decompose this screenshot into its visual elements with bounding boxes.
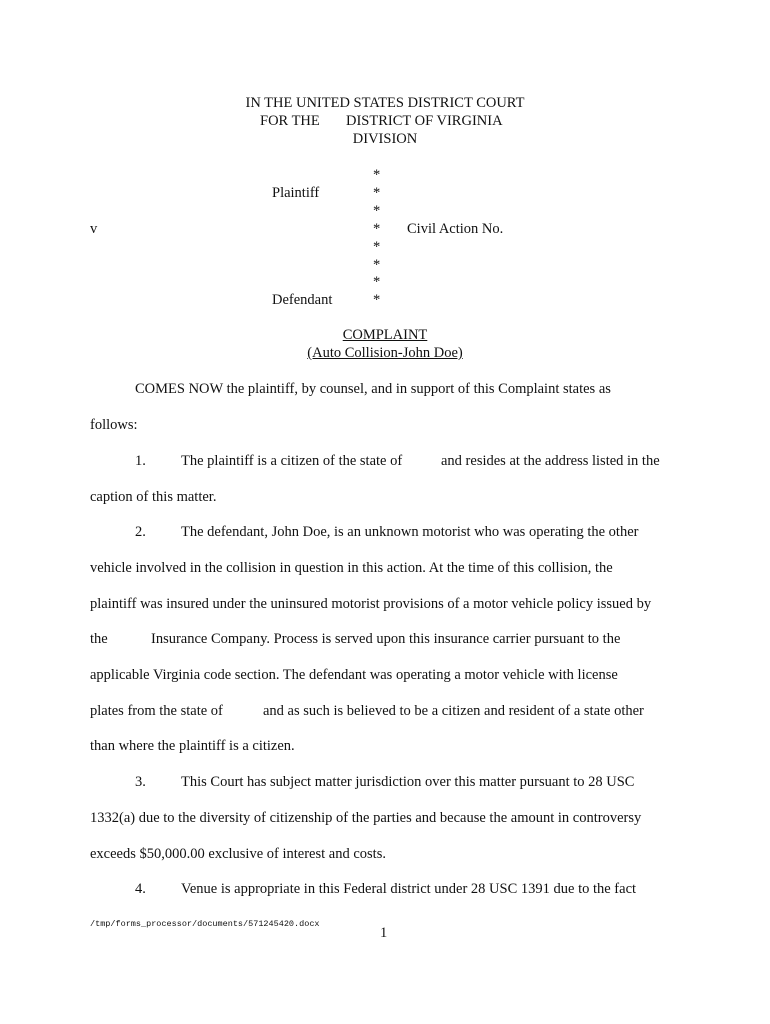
paragraph-text: This Court has subject matter jurisdiction over this matter pursuant to 28 USC xyxy=(181,774,635,790)
defendant-label: Defendant xyxy=(272,292,333,308)
caption-asterisk: * xyxy=(373,221,381,237)
document-title: COMPLAINT xyxy=(342,327,428,343)
paragraph-text: Venue is appropriate in this Federal district under 28 USC 1391 due to the fact xyxy=(181,881,637,897)
caption-asterisk: * xyxy=(373,292,381,308)
civil-action-label: Civil Action No. xyxy=(407,221,504,237)
paragraph-text: vehicle involved in the collision in question in this action. At the time of this collision, the xyxy=(90,560,613,576)
paragraph-text: than where the plaintiff is a citizen. xyxy=(90,738,295,754)
court-heading-line1: IN THE UNITED STATES DISTRICT COURT xyxy=(245,95,525,111)
paragraph-text: caption of this matter. xyxy=(90,489,217,505)
page-number: 1 xyxy=(380,925,388,941)
paragraph-text: plaintiff was insured under the uninsured motorist provisions of a motor vehicle policy issued by xyxy=(90,596,652,612)
paragraph-text: and resides at the address listed in the xyxy=(441,453,660,469)
paragraph-number: 2. xyxy=(135,524,146,540)
caption-asterisk: * xyxy=(373,257,381,273)
caption-asterisk: * xyxy=(373,239,381,255)
court-heading-for-the: FOR THE xyxy=(260,113,320,129)
paragraph-number: 4. xyxy=(135,881,146,897)
caption-asterisk: * xyxy=(373,203,381,219)
paragraph-text: The defendant, John Doe, is an unknown motorist who was operating the other xyxy=(181,524,639,540)
paragraph-text: The plaintiff is a citizen of the state of xyxy=(181,453,403,469)
paragraph-text: applicable Virginia code section. The defendant was operating a motor vehicle with license xyxy=(90,667,618,683)
caption-asterisk: * xyxy=(373,185,381,201)
intro-line: follows: xyxy=(90,417,138,433)
caption-asterisk: * xyxy=(373,274,381,290)
versus-label: v xyxy=(90,221,98,237)
court-heading-division: DIVISION xyxy=(352,131,418,147)
paragraph-text: plates from the state of xyxy=(90,703,223,719)
paragraph-number: 3. xyxy=(135,774,146,790)
paragraph-number: 1. xyxy=(135,453,146,469)
paragraph-text: Insurance Company. Process is served upon this insurance carrier pursuant to the xyxy=(151,631,621,647)
court-heading-district: DISTRICT OF VIRGINIA xyxy=(346,113,503,129)
paragraph-text: 1332(a) due to the diversity of citizenship of the parties and because the amount in controversy xyxy=(90,810,642,826)
intro-line: COMES NOW the plaintiff, by counsel, and in support of this Complaint states as xyxy=(135,381,611,397)
caption-asterisk: * xyxy=(373,167,381,183)
paragraph-text: the xyxy=(90,631,108,647)
plaintiff-label: Plaintiff xyxy=(272,185,320,201)
document-subtitle: (Auto Collision-John Doe) xyxy=(307,345,463,361)
paragraph-text: exceeds $50,000.00 exclusive of interest and costs. xyxy=(90,846,386,862)
paragraph-text: and as such is believed to be a citizen and resident of a state other xyxy=(263,703,644,719)
footer-file-path: /tmp/forms_processor/documents/571245420.docx xyxy=(90,919,320,929)
